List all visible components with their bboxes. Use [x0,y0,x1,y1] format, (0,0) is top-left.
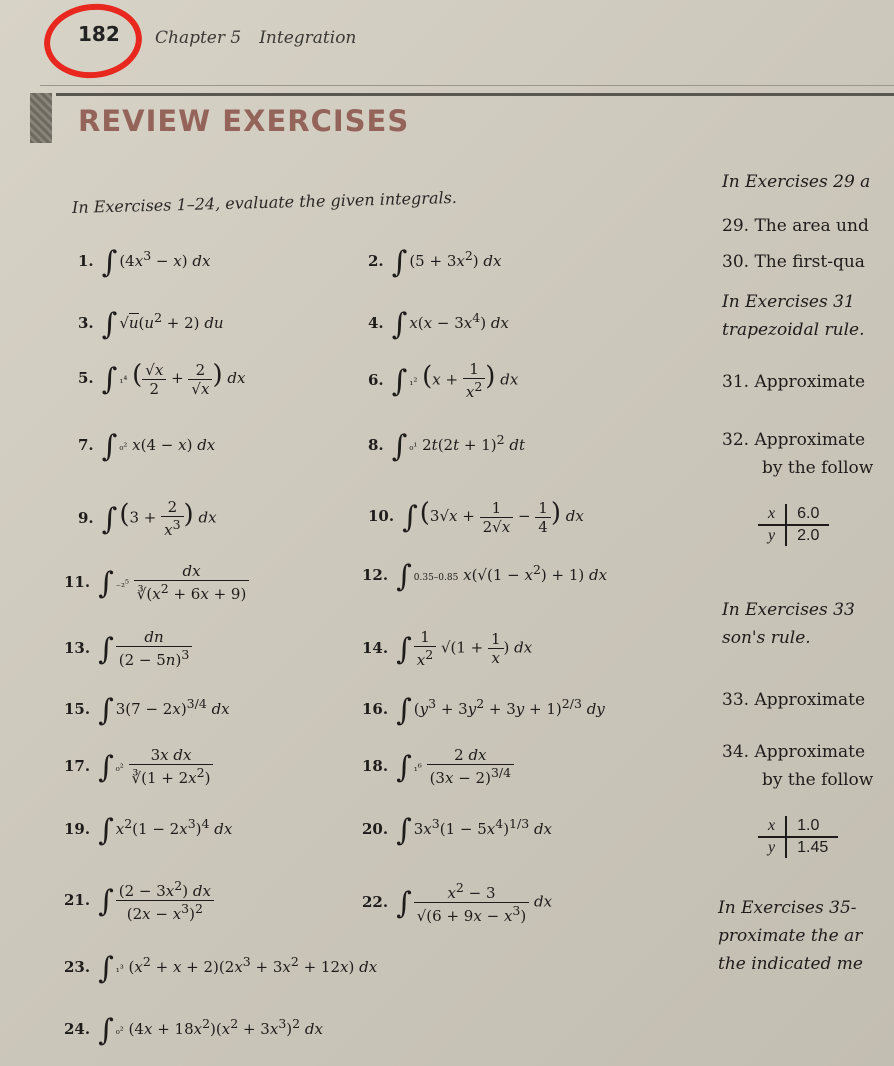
right-text-line: 31. Approximate [722,372,866,392]
right-text-line: 32. Approximate [722,430,866,450]
table-cell: 1.0 [786,816,838,837]
right-text-line: the indicated me [718,954,863,974]
table-cell: 6.0 [786,504,829,525]
right-text-line: In Exercises 29 a [722,172,871,192]
right-text-line: In Exercises 33 [722,600,855,620]
exercise-21: 21. ∫ $\frac{(2 - 3x^2) dx}{(2x - x^3)^2}$ [64,878,214,923]
right-text-line: by the follow [762,458,874,478]
right-text-line: In Exercises 31 [722,292,855,312]
exercise-5: 5. ∫ ₁⁴ ( $\frac{√x}{2}$ + $\frac{2}{√x}$ ) dx [78,360,246,398]
table-y-header: y [758,837,786,858]
exercise-2: 2. ∫ $(5 + 3x^2)$ dx [368,245,502,280]
exercise-9: 9. ∫(3 + $\frac{2}{x^3}$ ) dx [78,498,217,539]
exercise-13: 13. ∫ $\frac{dn}{(2 - 5n)^3}$ [64,628,192,669]
exercise-4: 4. ∫ $x(x - 3x^4)$ dx [368,307,509,342]
exercise-12: 12. ∫ 0.35–0.85 $x(√(1 - x^2) + 1)$ dx [362,559,608,594]
header-rule [40,85,894,86]
exercise-15: 15. ∫ $3(7 - 2x)^{3/4}$ dx [64,693,230,728]
exercise-19: 19. ∫ $x^2(1 - 2x^3)^4$ dx [64,813,233,848]
exercise-22: 22. ∫ $\frac{x^2 - 3}{√(6 + 9x - x^3)}$ dx [362,880,553,925]
right-text-line: 30. The first-qua [722,252,865,272]
exercise-7: 7. ∫ ₀² x(4 − x) dx [78,429,216,464]
right-text-line: 29. The area und [722,216,869,236]
chapter-header [155,28,356,48]
table-cell: 2.0 [797,527,820,544]
exercise-3: 3. ∫ $√u(u^2 + 2)$ du [78,307,224,342]
exercise-24: 24. ∫ ₀² $(4x + 18x^2)(x^2 + 3x^3)^2$ dx [64,1013,323,1048]
table-y-header: y [758,525,786,546]
exercise-10: 10. ∫(3√x + $\frac{1}{2√x}$ − $\frac{1}{4}$ ) dx [368,498,584,536]
exercise-11: 11. ∫ ₋₂⁵ $\frac{dx}{∛(x^2 + 6x + 9)}$ [64,562,249,603]
chapter-title: Integration [259,28,357,48]
exercise-16: 16. ∫ $(y^3 + 3y^2 + 3y + 1)^{2/3}$ dy [362,693,605,728]
section-tab-marker [30,93,52,143]
exercise-23: 23. ∫ ₁³ $(x^2 + x + 2)(2x^3 + 3x^2 + 12x)$ dx [64,951,378,986]
right-text-line: In Exercises 35- [718,898,857,918]
table-cell: 1.45 [797,839,829,856]
right-text-line: son's rule. [722,628,811,648]
exercise-18: 18. ∫ ₁⁶ $\frac{2 dx}{(3x - 2)^{3/4}}$ [362,746,514,787]
table-x-header: x [758,816,786,837]
data-table-2 [758,816,838,858]
exercise-6: 6. ∫ ₁² (x + $\frac{1}{x^2}$ ) dx [368,360,519,401]
exercises-intro: In Exercises 1–24, evaluate the given integrals. [71,187,458,217]
page-number: 182 [78,22,120,46]
section-rule [56,93,894,96]
chapter-label: Chapter 5 [155,28,242,48]
right-text-line: 34. Approximate [722,742,866,762]
exercise-17: 17. ∫ ₀² $\frac{\text{3x dx}}{∛(1 + 2x^2)}$ [64,746,213,787]
table-x-header: x [758,504,786,525]
right-text-line: proximate the ar [718,926,863,946]
data-table-1 [758,504,829,546]
section-title: REVIEW EXERCISES [78,104,410,138]
right-text-line: trapezoidal rule. [722,320,865,340]
exercise-14: 14. ∫ $\frac{1}{x^2}$ √(1 + $\frac{1}{x}$ ) dx [362,628,533,669]
right-text-line: by the follow [762,770,874,790]
exercise-1: 1. ∫ $(4x^3 - x)$ dx [78,245,211,280]
right-text-line: 33. Approximate [722,690,866,710]
exercise-8: 8. ∫ ₀¹ $2t(2t + 1)^2$ dt [368,429,525,464]
exercise-20: 20. ∫ $3x^3(1 - 5x^4)^{1/3}$ dx [362,813,553,848]
